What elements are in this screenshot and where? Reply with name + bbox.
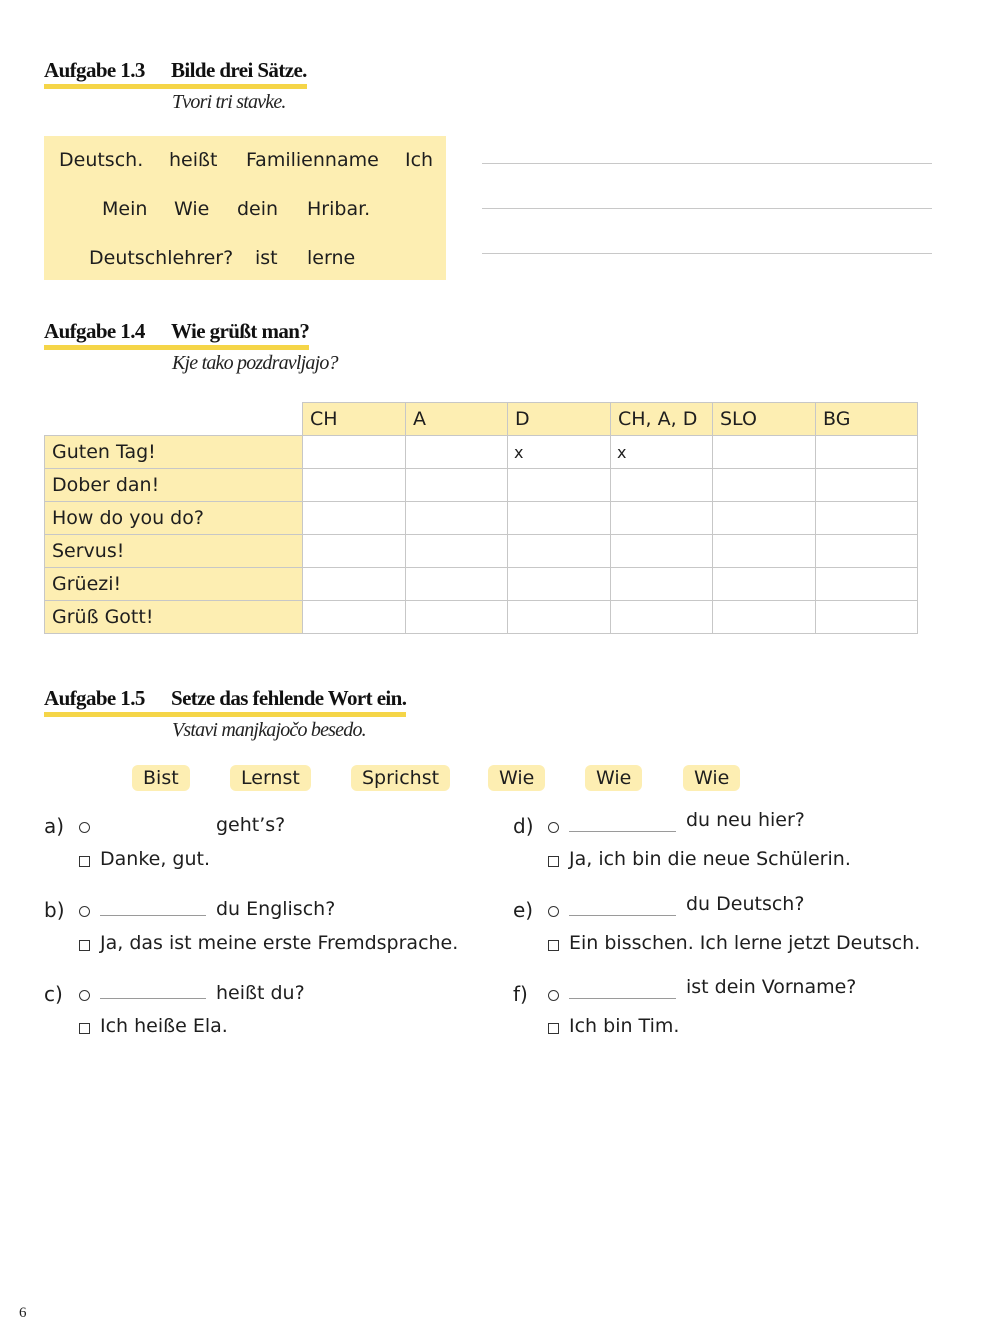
question-circle-icon <box>79 906 90 917</box>
table-cell[interactable] <box>303 469 406 502</box>
task-1-5-header <box>44 686 406 742</box>
table-cell[interactable] <box>611 601 713 634</box>
word-tile: Ich <box>405 149 434 171</box>
task-heading: Bilde drei Sätze. <box>171 58 307 82</box>
item-label: c) <box>44 982 63 1006</box>
word-tile: dein <box>237 198 279 220</box>
answer-square-icon <box>79 1023 90 1034</box>
table-cell[interactable] <box>508 535 611 568</box>
answer-line-3[interactable] <box>482 253 932 254</box>
answer-square-icon <box>548 940 559 951</box>
task-1-4-header <box>44 319 338 375</box>
task-1-3-title <box>44 58 307 89</box>
table-cell[interactable] <box>816 469 918 502</box>
table-cell[interactable] <box>303 601 406 634</box>
table-cell[interactable] <box>303 502 406 535</box>
word-tile: Wie <box>174 198 210 220</box>
table-row <box>45 535 918 568</box>
table-cell[interactable] <box>406 469 508 502</box>
task-heading: Setze das fehlende Wort ein. <box>171 686 407 710</box>
question-circle-icon <box>548 906 559 917</box>
word-tile: Deutsch. <box>59 149 144 171</box>
question-text: du Deutsch? <box>686 893 805 915</box>
word-bank-box <box>44 136 446 280</box>
table-cell[interactable] <box>816 535 918 568</box>
table-cell[interactable] <box>406 502 508 535</box>
word-chip: Wie <box>488 765 545 791</box>
word-tile: ist <box>255 247 278 269</box>
fill-in-blank[interactable] <box>569 915 676 916</box>
item-label: f) <box>513 982 528 1006</box>
table-cell[interactable] <box>713 535 816 568</box>
question-circle-icon <box>79 990 90 1001</box>
task-1-3-header <box>44 58 307 114</box>
table-cell[interactable] <box>611 535 713 568</box>
word-chip: Sprichst <box>351 765 450 791</box>
column-header: A <box>406 403 508 436</box>
word-tile: lerne <box>307 247 356 269</box>
table-row <box>45 601 918 634</box>
question-circle-icon <box>548 990 559 1001</box>
table-row <box>45 436 918 469</box>
table-cell[interactable] <box>713 436 816 469</box>
table-cell[interactable] <box>508 568 611 601</box>
fill-in-blank[interactable] <box>100 915 206 916</box>
table-cell[interactable] <box>406 601 508 634</box>
column-header: CH <box>303 403 406 436</box>
word-chip: Wie <box>683 765 740 791</box>
table-row <box>45 469 918 502</box>
table-cell[interactable] <box>406 436 508 469</box>
table-cell[interactable] <box>303 436 406 469</box>
answer-square-icon <box>79 856 90 867</box>
question-text: du neu hier? <box>686 809 805 831</box>
task-number: Aufgabe 1.3 <box>44 58 145 82</box>
table-cell[interactable] <box>611 568 713 601</box>
table-cell[interactable] <box>303 535 406 568</box>
table-header-row <box>45 403 918 436</box>
row-label: Grüß Gott! <box>45 601 303 634</box>
table-cell[interactable] <box>816 568 918 601</box>
task-1-4-title <box>44 319 309 350</box>
table-cell[interactable] <box>713 502 816 535</box>
table-cell[interactable] <box>816 601 918 634</box>
answer-text: Ich bin Tim. <box>569 1015 680 1037</box>
answer-text: Ja, das ist meine erste Fremdsprache. <box>100 932 459 954</box>
task-1-3-subtitle: Tvori tri stavke. <box>172 91 286 113</box>
fill-in-blank[interactable] <box>569 831 676 832</box>
word-tile: Deutschlehrer? <box>89 247 234 269</box>
word-tile: Mein <box>102 198 148 220</box>
question-text: ist dein Vorname? <box>686 976 857 998</box>
greeting-table <box>44 402 918 634</box>
answer-line-2[interactable] <box>482 208 932 209</box>
word-chip: Wie <box>585 765 642 791</box>
answer-square-icon <box>548 856 559 867</box>
table-cell[interactable] <box>303 568 406 601</box>
item-label: d) <box>513 814 534 838</box>
column-header: D <box>508 403 611 436</box>
table-cell[interactable]: x <box>508 436 611 469</box>
row-label: Servus! <box>45 535 303 568</box>
column-header: CH, A, D <box>611 403 713 436</box>
question-text: heißt du? <box>216 982 305 1004</box>
fill-in-blank[interactable] <box>569 998 676 999</box>
table-row <box>45 502 918 535</box>
answer-text: Ein bisschen. Ich lerne jetzt Deutsch. <box>569 932 921 954</box>
table-cell[interactable] <box>611 469 713 502</box>
fill-in-blank[interactable] <box>100 998 206 999</box>
table-cell[interactable] <box>508 469 611 502</box>
row-label: Guten Tag! <box>45 436 303 469</box>
table-cell[interactable] <box>713 568 816 601</box>
answer-square-icon <box>548 1023 559 1034</box>
table-cell[interactable] <box>406 535 508 568</box>
question-circle-icon <box>548 822 559 833</box>
word-tile: Hribar. <box>307 198 371 220</box>
word-chip: Bist <box>132 765 190 791</box>
table-cell[interactable] <box>508 502 611 535</box>
table-cell[interactable] <box>406 568 508 601</box>
column-header: SLO <box>713 403 816 436</box>
word-tile: Familienname <box>246 149 379 171</box>
table-row <box>45 568 918 601</box>
table-cell[interactable] <box>611 502 713 535</box>
row-label: Dober dan! <box>45 469 303 502</box>
answer-text: Ja, ich bin die neue Schülerin. <box>569 848 851 870</box>
question-circle-icon <box>79 822 90 833</box>
question-text: geht’s? <box>216 814 286 836</box>
table-cell[interactable] <box>816 436 918 469</box>
question-text: du Englisch? <box>216 898 336 920</box>
table-cell[interactable] <box>816 502 918 535</box>
answer-text: Ich heiße Ela. <box>100 1015 228 1037</box>
table-cell[interactable] <box>713 601 816 634</box>
task-1-4-subtitle: Kje tako pozdravljajo? <box>172 352 338 374</box>
row-label: Grüezi! <box>45 568 303 601</box>
task-1-5-subtitle: Vstavi manjkajočo besedo. <box>172 719 366 741</box>
table-corner <box>45 403 303 436</box>
item-label: b) <box>44 898 65 922</box>
task-1-5-title <box>44 686 406 717</box>
answer-line-1[interactable] <box>482 163 932 164</box>
table-cell[interactable]: x <box>611 436 713 469</box>
item-label: a) <box>44 814 65 838</box>
answer-text: Danke, gut. <box>100 848 211 870</box>
word-chip: Lernst <box>230 765 311 791</box>
task-number: Aufgabe 1.5 <box>44 686 145 710</box>
item-label: e) <box>513 898 534 922</box>
task-number: Aufgabe 1.4 <box>44 319 145 343</box>
table-cell[interactable] <box>713 469 816 502</box>
column-header: BG <box>816 403 918 436</box>
table-cell[interactable] <box>508 601 611 634</box>
page-number: 6 <box>19 1305 27 1321</box>
row-label: How do you do? <box>45 502 303 535</box>
task-heading: Wie grüßt man? <box>171 319 310 343</box>
answer-square-icon <box>79 940 90 951</box>
word-tile: heißt <box>169 149 218 171</box>
